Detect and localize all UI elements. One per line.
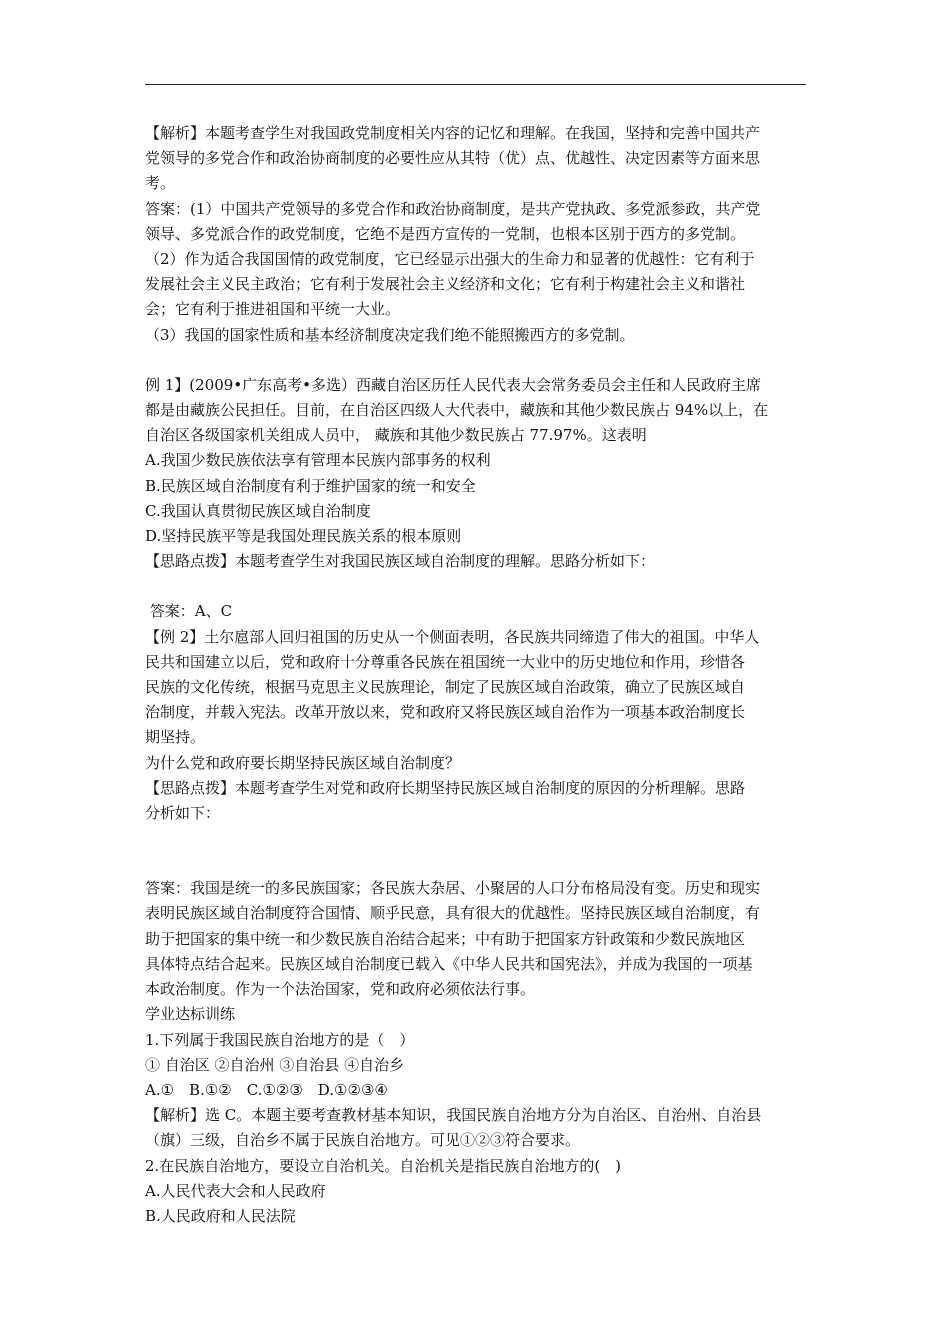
- option-d: D.坚持民族平等是我国处理民族关系的根本原则: [145, 527, 462, 546]
- text-line: 领导、多党派合作的政党制度，它绝不是西方宣传的一党制，也根本区别于西方的多党制。: [145, 224, 746, 243]
- section-heading: 学业达标训练: [145, 1005, 236, 1024]
- text-line: 期坚持。: [145, 728, 206, 747]
- text-line: （2）作为适合我国国情的政党制度，它已经显示出强大的生命力和显著的优越性：它有利于: [145, 250, 755, 269]
- text-line: （3）我国的国家性质和基本经济制度决定我们绝不能照搬西方的多党制。: [145, 325, 635, 344]
- text-line: 具体特点结合起来。民族区域自治制度已载入《中华人民共和国宪法》，并成为我国的一项基: [145, 954, 753, 973]
- text-line: 本政治制度。作为一个法治国家，党和政府必须依法行事。: [145, 980, 536, 999]
- option-b: B.民族区域自治制度有利于维护国家的统一和安全: [145, 476, 476, 495]
- text-line: （旗）三级，自治乡不属于民族自治地方。可见①②③符合要求。: [145, 1131, 581, 1150]
- text-line: 民族的文化传统，根据马克思主义民族理论，制定了民族区域自治政策，确立了民族区域自: [145, 678, 746, 697]
- text-line: 民共和国建立以后，党和政府十分尊重各民族在祖国统一大业中的历史地位和作用，珍惜各: [145, 652, 746, 671]
- text-line: 答案：我国是统一的多民族国家；各民族大杂居、小聚居的人口分布格局没有变。历史和现实: [145, 879, 761, 898]
- header-rule: [145, 84, 806, 85]
- answer-line: 答案：A、C: [145, 602, 233, 621]
- option-b: B.人民政府和人民法院: [145, 1206, 296, 1225]
- option-a: A.人民代表大会和人民政府: [145, 1181, 326, 1200]
- question-line: 为什么党和政府要长期坚持民族区域自治制度？: [145, 753, 461, 772]
- text-line: 都是由藏族公民担任。目前，在自治区四级人大代表中，藏族和其他少数民族占 94%以上，在: [145, 401, 769, 420]
- text-line: 【解析】本题考查学生对我国政党制度相关内容的记忆和理解。在我国，坚持和完善中国共产: [145, 124, 761, 142]
- text-line: 【例 2】土尔扈部人回归祖国的历史从一个侧面表明，各民族共同缔造了伟大的祖国。中华人: [145, 627, 760, 646]
- text-line: 考。: [145, 174, 176, 193]
- option-c: C.我国认真贯彻民族区域自治制度: [145, 501, 371, 520]
- text-line: 【解析】选 C。本题主要考查教材基本知识，我国民族自治地方分为自治区、自治州、自治县: [145, 1106, 762, 1125]
- text-line: 会；它有利于推进祖国和平统一大业。: [145, 300, 401, 319]
- option-a: A.我国少数民族依法享有管理本民族内部事务的权利: [145, 451, 491, 470]
- document-body: [145, 121, 809, 1229]
- text-line: 发展社会主义民主政治；它有利于发展社会主义经济和文化；它有利于构建社会主义和谐社: [145, 275, 746, 294]
- blank-line: [145, 348, 809, 373]
- text-line: 分析如下：: [145, 804, 221, 823]
- text-line: 治制度，并载入宪法。改革开放以来，党和政府又将民族区域自治作为一项基本政治制度长: [145, 703, 746, 722]
- text-line: 【思路点拨】本题考查学生对我国民族区域自治制度的理解。思路分析如下：: [145, 552, 656, 571]
- options-line: A.① B.①② C.①②③ D.①②③④: [145, 1080, 388, 1099]
- text-line: 例 1】(2009•广东高考•多选）西藏自治区历任人民代表大会常务委员会主任和人民政府主席: [145, 375, 762, 394]
- question-line: 2.在民族自治地方，要设立自治机关。自治机关是指民族自治地方的( ): [145, 1156, 622, 1175]
- blank-area: [145, 826, 809, 876]
- text-line: 党领导的多党合作和政治协商制度的必要性应从其特（优）点、优越性、决定因素等方面来思: [145, 149, 761, 168]
- question-line: 1.下列属于我国民族自治地方的是（ ）: [145, 1030, 415, 1049]
- text-line: 答案：(1）中国共产党领导的多党合作和政治协商制度，是共产党执政、多党派参政，共产党: [145, 199, 761, 218]
- text-line: 【思路点拨】本题考查学生对党和政府长期坚持民族区域自治制度的原因的分析理解。思路: [145, 778, 746, 797]
- blank-line: [145, 574, 809, 599]
- text-line: 助于把国家的集中统一和少数民族自治结合起来；中有助于把国家方针政策和少数民族地区: [145, 929, 746, 948]
- text-line: ① 自治区 ②自治州 ③自治县 ④自治乡: [145, 1055, 405, 1074]
- text-line: 自治区各级国家机关组成人员中， 藏族和其他少数民族占 77.97%。这表明: [145, 426, 647, 445]
- text-line: 表明民族区域自治制度符合国情、顺乎民意，具有很大的优越性。坚持民族区域自治制度，有: [145, 904, 761, 923]
